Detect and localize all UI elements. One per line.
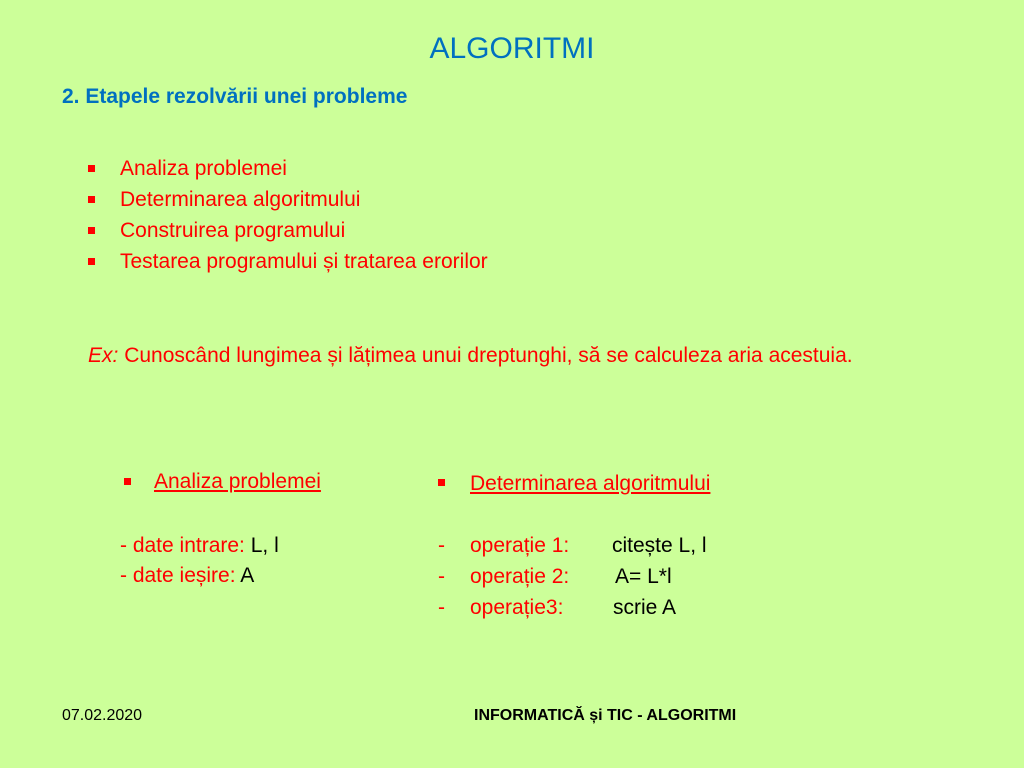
list-item: Testarea programului și tratarea erorilor bbox=[88, 246, 488, 277]
square-bullet-icon bbox=[88, 196, 95, 203]
steps-list bbox=[88, 153, 488, 277]
list-item: Construirea programului bbox=[88, 215, 488, 246]
operation-label: operație3: bbox=[470, 596, 564, 619]
square-bullet-icon bbox=[438, 479, 445, 486]
slide-title: ALGORITMI bbox=[429, 32, 595, 65]
algorithm-heading: Determinarea algoritmului bbox=[470, 472, 711, 495]
list-item: Determinarea algoritmului bbox=[88, 184, 488, 215]
list-item: Analiza problemei bbox=[88, 153, 488, 184]
input-value: L, l bbox=[250, 534, 279, 557]
input-line bbox=[120, 530, 279, 561]
square-bullet-icon bbox=[88, 227, 95, 234]
analysis-heading: Analiza problemei bbox=[154, 470, 321, 493]
example-label: Ex: bbox=[88, 344, 119, 367]
example-paragraph bbox=[88, 340, 938, 371]
square-bullet-icon bbox=[88, 165, 95, 172]
operation-label: operație 1: bbox=[470, 534, 570, 557]
operation-dash: - bbox=[438, 565, 445, 588]
footer-date: 07.02.2020 bbox=[62, 707, 143, 724]
example-text: Cunoscând lungimea și lățimea unui dreptunghi, să se calculeza aria acestuia. bbox=[124, 344, 853, 367]
input-label: - date intrare: bbox=[120, 534, 245, 557]
operation-value: citește L, l bbox=[612, 534, 707, 557]
operation-row bbox=[438, 592, 676, 623]
operation-row bbox=[438, 530, 707, 561]
output-label: - date ieșire: bbox=[120, 564, 236, 587]
output-value: A bbox=[240, 564, 255, 587]
operation-row bbox=[438, 561, 672, 592]
square-bullet-icon bbox=[88, 258, 95, 265]
operation-dash: - bbox=[438, 596, 445, 619]
operation-value: scrie A bbox=[613, 596, 677, 619]
slide-subtitle: 2. Etapele rezolvării unei probleme bbox=[62, 85, 408, 108]
operation-label: operație 2: bbox=[470, 565, 570, 588]
operation-dash: - bbox=[438, 534, 445, 557]
footer-title: INFORMATICĂ și TIC - ALGORITMI bbox=[474, 707, 737, 724]
square-bullet-icon bbox=[124, 478, 131, 485]
operation-value: A= L*l bbox=[615, 565, 672, 588]
output-line bbox=[120, 560, 254, 591]
